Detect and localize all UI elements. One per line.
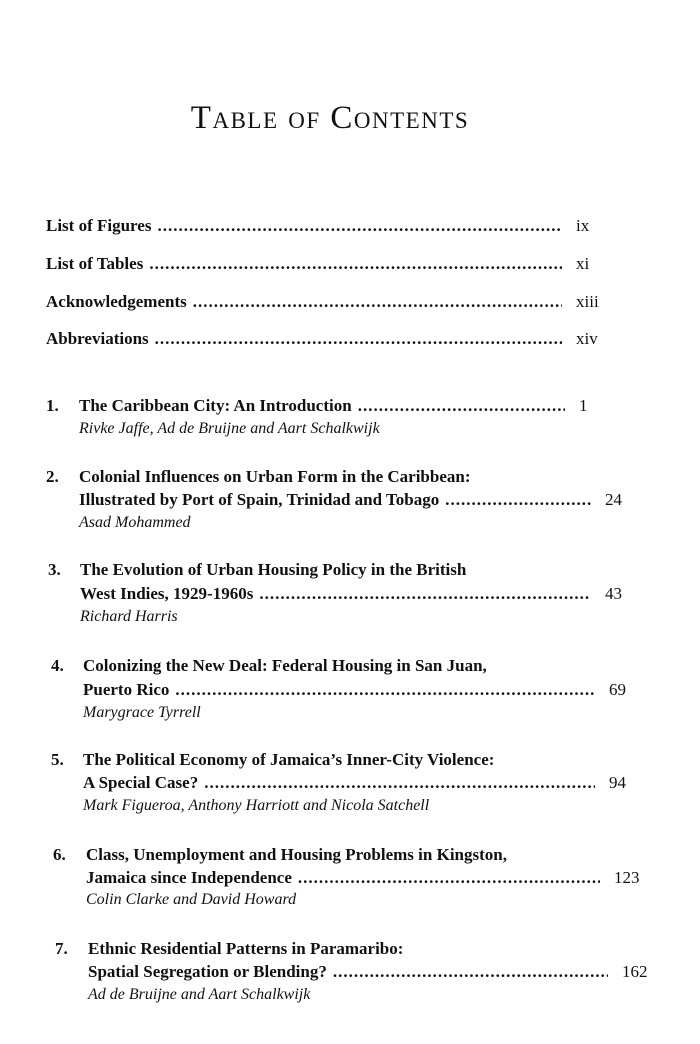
- chapter-authors: Richard Harris: [80, 608, 178, 625]
- toc-entry-acknowledgements[interactable]: [46, 292, 624, 312]
- chapter-authors: Ad de Bruijne and Aart Schalkwijk: [88, 986, 311, 1003]
- chapter-title-line: Colonizing the New Deal: Federal Housing in San Juan,: [83, 656, 487, 675]
- dot-leader: [157, 216, 562, 236]
- chapter-number: 5.: [51, 750, 64, 769]
- entry-label: Acknowledgements: [46, 292, 187, 311]
- page-number: 69: [609, 680, 626, 699]
- chapter-title-line: Puerto Rico ..... 69: [83, 680, 657, 700]
- chapter-title-line: Ethnic Residential Patterns in Paramaribo:: [88, 939, 404, 958]
- toc-entry-abbreviations[interactable]: [46, 329, 624, 349]
- chapter-title-line: Jamaica since Independence ..... 123: [86, 868, 662, 888]
- dot-leader: [193, 292, 562, 312]
- dot-leader: [175, 680, 595, 700]
- chapter-number: 4.: [51, 656, 64, 675]
- entry-label: List of Tables: [46, 254, 144, 273]
- dot-leader: [445, 490, 591, 510]
- entry-label: Abbreviations: [46, 329, 149, 348]
- chapter-title-line: Colonial Influences on Urban Form in the Caribbean:: [79, 467, 471, 486]
- chapter-number: 1.: [46, 396, 59, 415]
- chapter-number: 6.: [53, 845, 66, 864]
- page-number: xiv: [576, 329, 598, 348]
- page-title: Table of Contents: [190, 100, 470, 136]
- dot-leader: [259, 584, 591, 604]
- chapter-authors: Asad Mohammed: [79, 514, 191, 531]
- chapter-title-line: A Special Case? ..... 94: [83, 773, 657, 793]
- chapter-title-line: The Caribbean City: An Introduction ..... 1: [79, 396, 627, 416]
- dot-leader: [358, 396, 565, 416]
- chapter-authors: Colin Clarke and David Howard: [86, 891, 297, 908]
- chapter-number: 3.: [48, 560, 61, 579]
- page-number: 94: [609, 773, 626, 792]
- page-number: xi: [576, 254, 590, 273]
- chapter-authors: Mark Figueroa, Anthony Harriott and Nicola Satchell: [83, 797, 430, 814]
- page-number: 43: [605, 584, 622, 603]
- page-number: 162: [622, 962, 648, 981]
- dot-leader: [155, 329, 562, 349]
- dot-leader: [204, 773, 595, 793]
- dot-leader: [333, 962, 608, 982]
- page-number: 123: [614, 868, 640, 887]
- entry-label: List of Figures: [46, 216, 152, 235]
- dot-leader: [149, 254, 562, 274]
- toc-entry-list-of-tables[interactable]: [46, 254, 624, 274]
- dot-leader: [298, 868, 600, 888]
- chapter-title-line: Spatial Segregation or Blending? ..... 162: [88, 962, 670, 982]
- page-number: 1: [579, 396, 588, 415]
- chapter-number: 2.: [46, 467, 59, 486]
- chapter-title-line: Class, Unemployment and Housing Problems in Kingston,: [86, 845, 507, 864]
- chapter-title-line: Illustrated by Port of Spain, Trinidad and Tobago ..... 24: [79, 490, 653, 510]
- page-number: ix: [576, 216, 590, 235]
- chapter-title-line: The Evolution of Urban Housing Policy in the British: [80, 560, 467, 579]
- page-number: xiii: [576, 292, 599, 311]
- chapter-authors: Marygrace Tyrrell: [83, 704, 201, 721]
- toc-entry-list-of-figures[interactable]: [46, 216, 624, 236]
- chapter-title-line: West Indies, 1929-1960s ..... 43: [80, 584, 653, 604]
- chapter-number: 7.: [55, 939, 68, 958]
- page-number: 24: [605, 490, 622, 509]
- chapter-authors: Rivke Jaffe, Ad de Bruijne and Aart Schalkwijk: [79, 420, 380, 437]
- chapter-title-line: The Political Economy of Jamaica’s Inner-City Violence:: [83, 750, 495, 769]
